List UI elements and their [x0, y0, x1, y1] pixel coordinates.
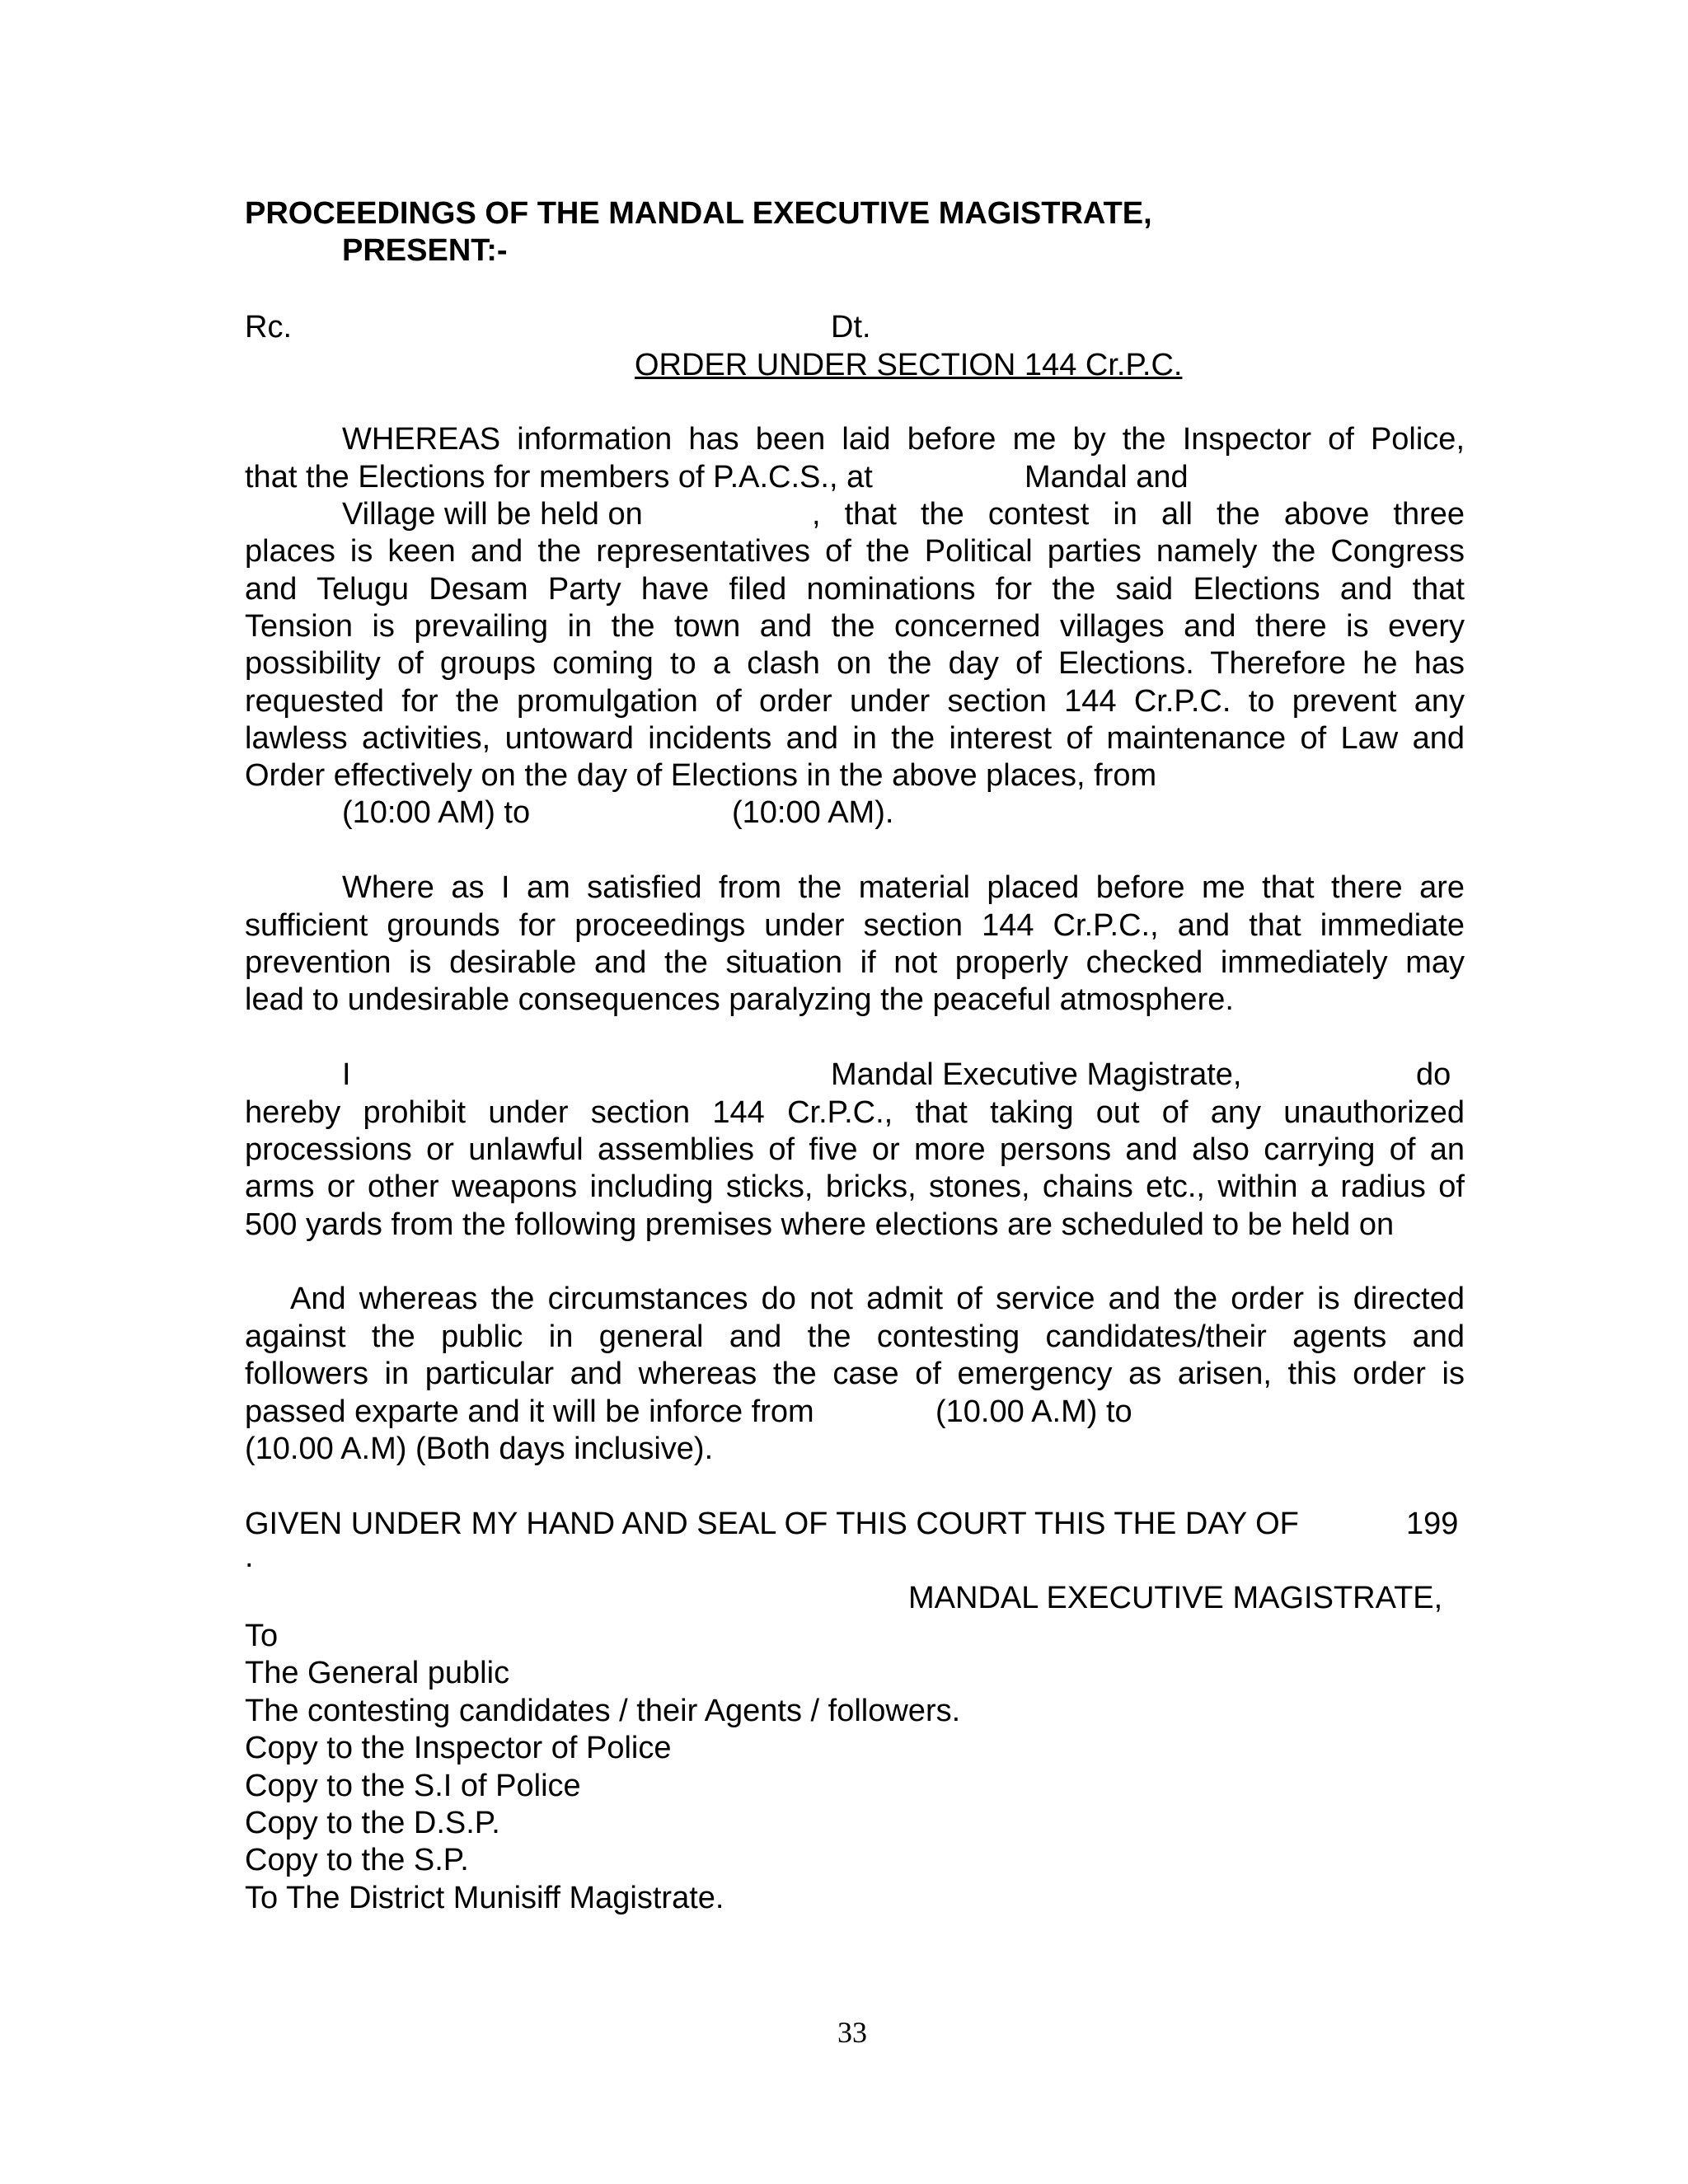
ref-rc: Rc. — [245, 310, 292, 344]
signature-title: MANDAL EXECUTIVE MAGISTRATE, — [908, 1581, 1443, 1615]
para1-line: Tension is prevailing in the town and the concerned villages and there is every — [245, 609, 1465, 644]
recipient-item: Copy to the S.P. — [245, 1843, 469, 1877]
given-dot: . — [245, 1540, 254, 1574]
para3-line: hereby prohibit under section 144 Cr.P.C., that taking out of any unauthorized — [245, 1095, 1465, 1130]
para2-line: lead to undesirable consequences paralyzing the peaceful atmosphere. — [245, 982, 1234, 1017]
para1-line: lawless activities, untoward incidents and in the interest of maintenance of Law and — [245, 721, 1465, 756]
para1-line: places is keen and the representatives of the Political parties namely the Congress — [245, 534, 1465, 569]
para4-line: And whereas the circumstances do not admit of service and the order is directed — [290, 1282, 1465, 1316]
para3-line: processions or unlawful assemblies of five or more persons and also carrying of an — [245, 1132, 1465, 1167]
para1-line: , that the contest in all the above three — [812, 497, 1465, 532]
para2-line: sufficient grounds for proceedings under section 144 Cr.P.C., and that immediate — [245, 908, 1465, 943]
recipient-item: Copy to the D.S.P. — [245, 1806, 500, 1840]
para3-line: 500 yards from the following premises where elections are scheduled to be held on — [245, 1207, 1395, 1242]
para4-line: (10.00 A.M) to — [935, 1394, 1132, 1429]
recipient-item: To The District Munisiff Magistrate. — [245, 1881, 724, 1915]
para4-line: against the public in general and the contesting candidates/their agents and — [245, 1319, 1465, 1354]
para4-line: passed exparte and it will be inforce from — [245, 1394, 814, 1429]
given-year: 199 — [1406, 1507, 1459, 1541]
para4-line: followers in particular and whereas the case of emergency as arisen, this order is — [245, 1357, 1465, 1391]
header-present: PRESENT:- — [342, 233, 508, 268]
recipient-item: Copy to the Inspector of Police — [245, 1731, 672, 1765]
recipient-item: The General public — [245, 1656, 510, 1690]
para1-line: (10:00 AM) to — [342, 795, 531, 830]
para1-line: WHEREAS information has been laid before me by the Inspector of Police, — [342, 422, 1465, 457]
recipient-item: To — [245, 1619, 279, 1653]
para2-line: prevention is desirable and the situation if not properly checked immediately may — [245, 945, 1465, 980]
given-under-text: GIVEN UNDER MY HAND AND SEAL OF THIS COURT THIS THE DAY OF — [245, 1507, 1299, 1541]
para1-line: that the Elections for members of P.A.C.S., at — [245, 460, 873, 494]
para1-line: and Telugu Desam Party have filed nominations for the said Elections and that — [245, 572, 1465, 607]
header-title: PROCEEDINGS OF THE MANDAL EXECUTIVE MAGISTRATE, — [245, 196, 1152, 231]
ref-dt: Dt. — [831, 310, 871, 344]
para1-line: (10:00 AM). — [732, 795, 894, 830]
para1-line: Mandal and — [1025, 460, 1189, 494]
para1-line: possibility of groups coming to a clash on the day of Elections. Therefore he has — [245, 646, 1465, 681]
order-title: ORDER UNDER SECTION 144 Cr.P.C. — [635, 348, 1183, 382]
para3-line: I — [342, 1057, 351, 1092]
para1-line: Village will be held on — [342, 497, 643, 532]
para4-line: (10.00 A.M) (Both days inclusive). — [245, 1432, 714, 1466]
para3-line: Mandal Executive Magistrate, — [831, 1057, 1242, 1092]
para1-line: requested for the promulgation of order under section 144 Cr.P.C. to prevent any — [245, 684, 1465, 719]
para3-line: arms or other weapons including sticks, bricks, stones, chains etc., within a radius of — [245, 1169, 1465, 1204]
page-number: 33 — [837, 2016, 867, 2049]
recipient-item: Copy to the S.I of Police — [245, 1769, 581, 1803]
para3-line: do — [1416, 1057, 1451, 1092]
recipient-item: The contesting candidates / their Agents / followers. — [245, 1694, 961, 1728]
para2-line: Where as I am satisfied from the material placed before me that there are — [342, 870, 1465, 905]
para1-line: Order effectively on the day of Elections in the above places, from — [245, 758, 1157, 793]
